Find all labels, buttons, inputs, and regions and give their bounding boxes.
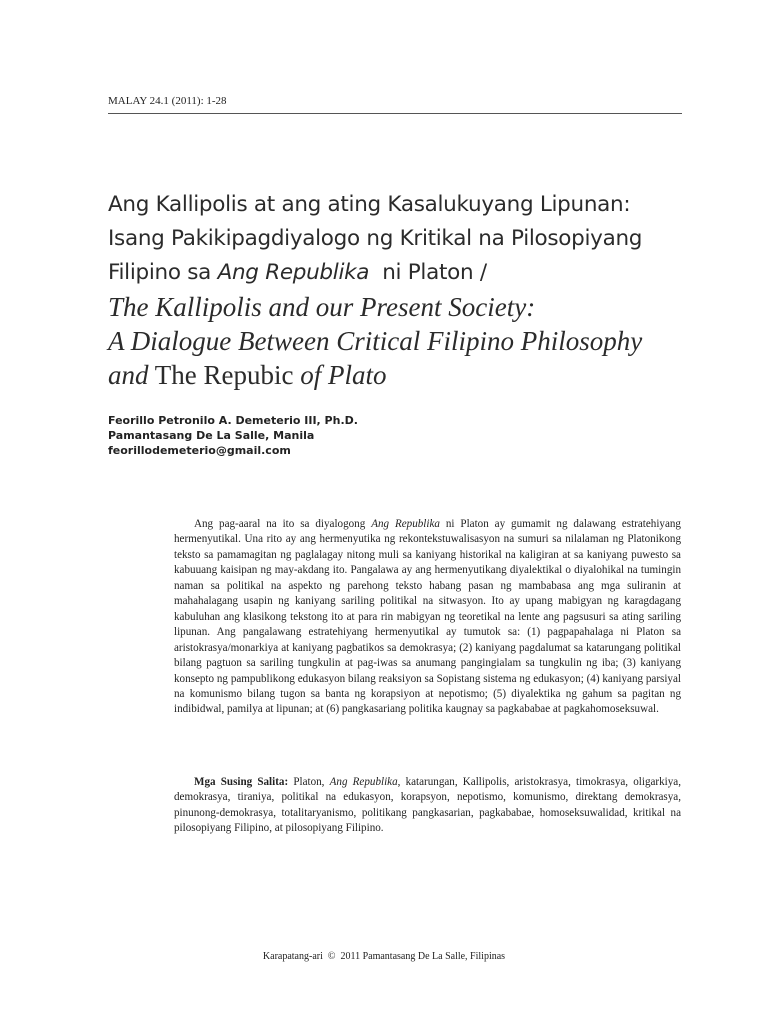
- article-title: [108, 188, 688, 392]
- keywords-book-title: Ang Republika: [329, 776, 398, 788]
- abstract-text-1: Ang pag-aaral na ito sa diyalogong: [194, 518, 372, 530]
- journal-citation: MALAY 24.1 (2011): 1-28: [108, 95, 227, 107]
- keywords: [174, 775, 681, 837]
- title-en-book-title: The Repubic: [148, 360, 301, 390]
- title-fil-book-title: Ang Republika: [217, 260, 370, 285]
- title-fil-line-3: [108, 256, 688, 290]
- author-affiliation: Pamantasang De La Salle, Manila: [108, 429, 315, 442]
- abstract-book-title: Ang Republika: [371, 518, 440, 530]
- author-email: feorillodemeterio@gmail.com: [108, 444, 291, 457]
- abstract-paragraph: [174, 517, 681, 718]
- header-divider: [108, 113, 682, 114]
- title-fil-line-3-pre: Filipino sa: [108, 260, 218, 285]
- copyright-footer: Karapatang-ari © 2011 Pamantasang De La Salle, Filipinas: [262, 951, 506, 962]
- title-en-and: and: [108, 360, 149, 390]
- keywords-text-1: Platon,: [288, 776, 330, 788]
- keywords-label: Mga Susing Salita:: [194, 776, 289, 788]
- title-filipino: [108, 188, 688, 290]
- author-name: Feorillo Petronilo A. Demeterio III, Ph.D.: [108, 414, 358, 427]
- title-en-line-2: A Dialogue Between Critical Filipino Philosophy: [108, 326, 643, 356]
- title-fil-line-2: Isang Pakikipagdiyalogo ng Kritikal na Pilosopiyang: [108, 226, 643, 251]
- title-en-line-3: [108, 358, 688, 392]
- title-fil-line-1: Ang Kallipolis at ang ating Kasalukuyang Lipunan:: [108, 192, 631, 217]
- title-en-of-plato: of Plato: [300, 360, 387, 390]
- keywords-paragraph: [174, 775, 681, 837]
- author-info: [108, 413, 358, 458]
- title-en-line-1: The Kallipolis and our Present Society:: [108, 292, 536, 322]
- abstract-text-2: ni Platon ay gumamit ng dalawang estratehiyang hermenyutikal. Una rito ay ang hermenyutika ng rekontekstuwalisasyon na sumuri sa nilalaman ng Platonikong teksto sa pamamagitan ng paglalagay nitong muli sa kaniyang historikal na kaligiran at sa kaniyang puwesto sa kabuuang kaisipan ng may-akdang ito. Pangalawa ay ang hermenyutikang diyalektikal o diyalohikal na tumingin naman sa politikal na aspekto ng parehong teksto habang pasan ng mambabasa ang mga suliranin at mahahalagang usapin ng kaniyang sariling politikal na sitwasyon. Ito ay upang mabigyan ng karagdagang kabuluhan ang klasikong tekstong ito at para rin mabigyan ng teoretikal na lente ang pagsusuri sa ating sariling lipunan. Ang pangalawang estratehiyang hermenyutikal ay tumutok sa: (1) pagpapahalaga ni Platon sa aristokrasya/monarkiya at kaniyang pagbatikos sa demokrasya; (2) kaniyang pagdalumat sa katarungang politikal bilang pagtuon sa sariling tungkulin at pag-iwas sa anumang pangingialam sa tungkulin ng iba; (3) kaniyang konsepto ng pampublikong edukasyon bilang reaksiyon sa Sopistang sistema ng edukasyon; (4) kaniyang parsiyal na komunismo bilang tugon sa banta ng korapsiyon at nepotismo; (5) diyalektika ng gahum sa pagitan ng indibidwal, pamilya at lipunan; at (6) pangkasariang politika kaugnay sa pagkababae at pagkahomoseksuwal.: [174, 518, 681, 716]
- keywords-text-2: , katarungan, Kallipolis, aristokrasya, timokrasya, oligarkiya, demokrasya, tiraniya, politikal na edukasyon, korapsyon, nepotismo, komunismo, direktang demokrasya, pinunong-demokrasya, totalitaryanismo, politikang pangkasarian, pagkababae, homoseksuwalidad, kritikal na pilosopiyang Filipino, at pilosopiyang Filipino.: [174, 776, 681, 835]
- abstract: [174, 517, 681, 718]
- title-english: [108, 290, 688, 392]
- title-fil-line-3-post: ni Platon /: [369, 260, 487, 285]
